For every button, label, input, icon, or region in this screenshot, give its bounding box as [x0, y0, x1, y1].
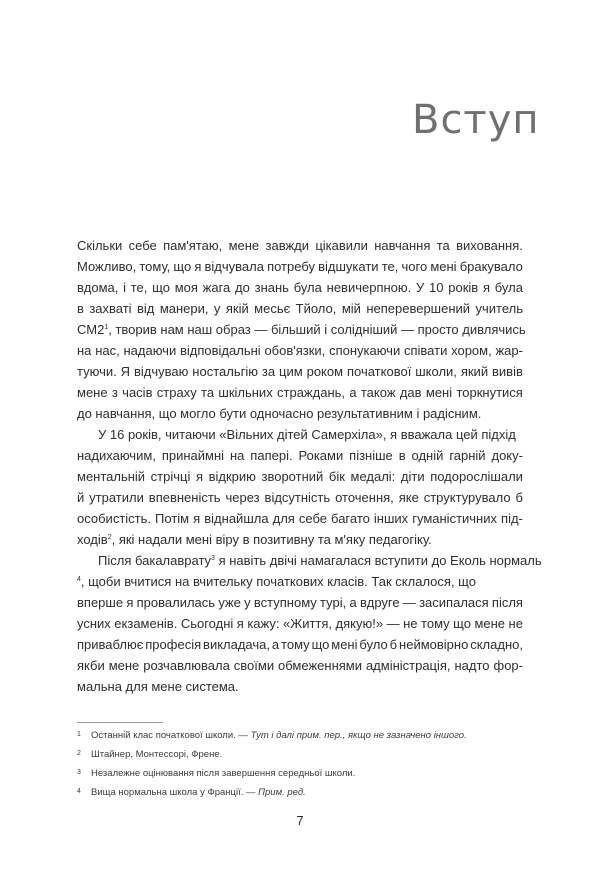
- word: що: [173, 259, 192, 274]
- word: під-: [501, 511, 523, 526]
- word: екзаменів.: [114, 616, 178, 631]
- word: для: [272, 511, 295, 526]
- footnote-italic: Прим. ред.: [258, 787, 306, 798]
- word: що: [311, 637, 330, 652]
- paragraph-1: [77, 235, 526, 424]
- word: що: [152, 280, 170, 295]
- word: вдома,: [77, 280, 119, 295]
- word: адміністрація,: [365, 658, 451, 673]
- footnote-ref: 1: [104, 324, 109, 331]
- text-run: СМ2: [77, 322, 105, 337]
- word: в: [77, 301, 84, 316]
- word: а: [271, 637, 280, 652]
- word: бракувало: [459, 259, 523, 274]
- text-line: [77, 634, 523, 655]
- word: через: [225, 490, 260, 505]
- word: й: [77, 490, 85, 505]
- footnote: [77, 764, 523, 783]
- word: а: [349, 595, 357, 610]
- footnote: [77, 783, 523, 802]
- word: Можливо,: [77, 259, 137, 274]
- word: спонукаючи: [329, 343, 401, 358]
- word: подорослішали: [430, 469, 523, 484]
- word: торкнутися: [456, 385, 523, 400]
- text-run: я навіть двічі намагалася вступити до Еколь нормаль: [214, 553, 542, 568]
- word: за: [261, 364, 276, 379]
- word: тому: [421, 616, 450, 631]
- word: мені: [425, 385, 453, 400]
- word: себе: [298, 511, 327, 526]
- text-line: [77, 529, 523, 550]
- word: завжди: [265, 238, 309, 253]
- word: У: [416, 280, 425, 295]
- word: себе: [128, 238, 157, 253]
- footnote-ref: 3: [211, 555, 215, 562]
- word: засипалася: [419, 595, 489, 610]
- word: співати: [403, 343, 448, 358]
- word: якій: [225, 301, 249, 316]
- word: діти: [400, 469, 425, 484]
- word: з: [111, 385, 118, 400]
- word: я: [236, 616, 244, 631]
- word: відкрию: [208, 469, 256, 484]
- text-line: [77, 550, 542, 571]
- word: обмеженнями: [278, 658, 362, 673]
- word: манери,: [159, 301, 209, 316]
- word: захваті: [89, 301, 132, 316]
- word: доку-: [491, 448, 523, 463]
- word: Скільки: [77, 238, 123, 253]
- word: тому: [281, 637, 310, 652]
- word: страждань,: [277, 385, 346, 400]
- text-line: мальна для мене система.: [77, 679, 239, 694]
- footnote-ref: 2: [107, 534, 112, 541]
- word: я: [482, 280, 490, 295]
- word: невичерпною.: [326, 280, 412, 295]
- word: мій: [341, 301, 361, 316]
- word: навчання: [374, 238, 431, 253]
- word: 10: [429, 280, 444, 295]
- text-line: [77, 508, 523, 529]
- footnote-divider: [77, 722, 163, 723]
- word: фор-: [493, 658, 523, 673]
- word: цікавили: [315, 238, 368, 253]
- footnote-number: 2: [77, 750, 81, 757]
- word: роком: [306, 364, 344, 379]
- word: жар-: [495, 343, 523, 358]
- word: відчуваю: [133, 364, 189, 379]
- word: не: [403, 616, 418, 631]
- text-run: Після бакалаврату: [98, 553, 212, 568]
- word: моя: [174, 280, 198, 295]
- word: вперше: [77, 595, 124, 610]
- text-run: , які надали мені віру в позитивну та м'яку педагогіку.: [111, 532, 432, 547]
- word: оточення,: [335, 490, 394, 505]
- word: Роками: [298, 448, 344, 463]
- word: якби: [77, 658, 105, 673]
- word: багато: [331, 511, 370, 526]
- word: медалі:: [350, 469, 396, 484]
- word: те,: [381, 259, 399, 274]
- word: дякую!»: [335, 616, 384, 631]
- footnote-text: Незалежне оцінювання після завершення середньої школи.: [91, 768, 356, 779]
- word: та: [436, 238, 450, 253]
- word: учитель: [475, 301, 523, 316]
- word: структурувало: [423, 490, 511, 505]
- word: утратили: [89, 490, 144, 505]
- text-line: [77, 571, 523, 592]
- word: мене: [228, 238, 260, 253]
- text-line: [77, 256, 523, 277]
- word: туючи.: [77, 364, 117, 379]
- word: на: [77, 343, 92, 358]
- word: «Життя,: [282, 616, 333, 631]
- word: а: [349, 385, 357, 400]
- word: особистість.: [77, 511, 151, 526]
- paragraph-3: [77, 550, 542, 697]
- word: у: [213, 301, 221, 316]
- word: надаючи: [123, 343, 177, 358]
- word: турі,: [320, 595, 347, 610]
- footnote-number: 3: [77, 769, 81, 776]
- text-line: [77, 361, 523, 382]
- word: Сьогодні: [180, 616, 234, 631]
- word: яке: [398, 490, 419, 505]
- word: жага: [202, 280, 231, 295]
- word: що: [453, 616, 471, 631]
- word: відшукати: [318, 259, 379, 274]
- word: надихаючим,: [77, 448, 156, 463]
- text-line: [77, 613, 523, 634]
- word: пізніше: [349, 448, 393, 463]
- word: неймовірно: [399, 637, 469, 652]
- word: і: [123, 280, 126, 295]
- word: початкової: [346, 364, 412, 379]
- word: було: [359, 637, 388, 652]
- word: впевненість: [148, 490, 221, 505]
- word: папері.: [250, 448, 293, 463]
- word: Я: [120, 364, 131, 379]
- word: неперевершений: [366, 301, 471, 316]
- text-line: [77, 298, 523, 319]
- word: ментальній: [77, 469, 146, 484]
- word: пам'ятаю,: [163, 238, 223, 253]
- word: на: [229, 448, 245, 463]
- text-line: [77, 487, 523, 508]
- word: складно,: [470, 637, 523, 652]
- word: вивів: [492, 364, 523, 379]
- word: відповідальні: [179, 343, 261, 358]
- word: виховання.: [456, 238, 523, 253]
- text-line: [77, 592, 523, 613]
- footnote-ref: 4: [77, 576, 81, 583]
- word: не: [508, 616, 523, 631]
- text-line: [77, 445, 523, 466]
- word: месьє: [254, 301, 291, 316]
- chapter-title: Вступ: [412, 97, 540, 143]
- word: часів: [122, 385, 153, 400]
- word: шкільних: [218, 385, 273, 400]
- footnotes: [77, 726, 523, 802]
- word: була: [494, 280, 523, 295]
- word: вступному: [253, 595, 317, 610]
- word: мене: [474, 616, 506, 631]
- text-run: , творив нам наш образ — більший і солідніший — просто дивлячись: [108, 322, 526, 337]
- word: мене: [108, 658, 140, 673]
- word: б: [389, 637, 398, 652]
- word: мені: [331, 637, 358, 652]
- word: надто: [454, 658, 490, 673]
- word: зворотний: [261, 469, 324, 484]
- word: також: [360, 385, 396, 400]
- word: була: [293, 280, 322, 295]
- word: потребу: [267, 259, 315, 274]
- text-line: [77, 319, 526, 340]
- word: мені: [430, 259, 457, 274]
- word: те,: [130, 280, 148, 295]
- text-line: до навчання, що могло бути одночасно результативним і радісним.: [77, 406, 482, 421]
- word: б: [515, 490, 523, 505]
- word: викладача,: [203, 637, 270, 652]
- word: страху: [156, 385, 197, 400]
- word: уже: [218, 595, 241, 610]
- word: інших: [373, 511, 409, 526]
- word: провалилась: [136, 595, 216, 610]
- word: своїми: [233, 658, 275, 673]
- word: я: [193, 511, 201, 526]
- footnote-text: Останній клас початкової школи. —: [91, 730, 251, 741]
- word: приваблює: [77, 637, 144, 652]
- word: —: [386, 616, 400, 631]
- page-number: 7: [296, 813, 304, 828]
- text-line: [77, 277, 523, 298]
- word: після: [491, 595, 523, 610]
- footnote-text: Штайнер, Монтессорі, Френе.: [91, 749, 223, 760]
- word: у: [244, 595, 251, 610]
- text-line: [77, 382, 523, 403]
- word: Потім: [155, 511, 190, 526]
- word: принаймні: [161, 448, 225, 463]
- word: від: [137, 301, 155, 316]
- word: стрічці: [150, 469, 191, 484]
- word: мене: [77, 385, 108, 400]
- word: тому,: [139, 259, 171, 274]
- word: обов'язки,: [264, 343, 326, 358]
- word: знань: [254, 280, 289, 295]
- word: школи,: [415, 364, 457, 379]
- word: вдруге: [359, 595, 400, 610]
- word: відсутність: [264, 490, 331, 505]
- word: нас,: [95, 343, 120, 358]
- text-line: [77, 466, 523, 487]
- word: віднайшла: [204, 511, 269, 526]
- word: гарній: [449, 448, 486, 463]
- word: чого: [401, 259, 428, 274]
- word: гуманістичних: [412, 511, 497, 526]
- word: до: [235, 280, 250, 295]
- word: ностальгію: [192, 364, 258, 379]
- word: розчавлювала: [143, 658, 230, 673]
- word: бік: [328, 469, 345, 484]
- word: Тйоло,: [295, 301, 337, 316]
- word: я: [194, 259, 202, 274]
- word: хором,: [451, 343, 492, 358]
- footnote-number: 1: [77, 731, 81, 738]
- text-run: , щоби вчитися на вчительку початкових класів. Так склалося, що: [80, 574, 476, 589]
- body-text: [77, 235, 542, 697]
- word: відчувала: [204, 259, 264, 274]
- footnote: [77, 745, 523, 764]
- text-line: [77, 655, 523, 676]
- word: років: [448, 280, 479, 295]
- text-line: У 16 років, читаючи «Вільних дітей Самерхіла», я вважала цей підхід: [98, 427, 516, 442]
- paragraph-2: [77, 424, 523, 550]
- word: —: [402, 595, 416, 610]
- word: дав: [399, 385, 422, 400]
- footnote-italic: Тут і далі прим. пер., якщо не зазначено іншого.: [250, 730, 467, 741]
- text-line: [77, 235, 523, 256]
- word: кажу:: [247, 616, 280, 631]
- text-run: ходів: [77, 532, 108, 547]
- word: професія: [145, 637, 202, 652]
- text-line: [77, 340, 523, 361]
- word: усних: [77, 616, 111, 631]
- word: який: [460, 364, 489, 379]
- word: я: [126, 595, 134, 610]
- footnote-number: 4: [77, 788, 81, 795]
- word: я: [195, 469, 203, 484]
- word: одній: [411, 448, 444, 463]
- footnote: [77, 726, 523, 745]
- footnote-text: Вища нормальна школа у Франції. —: [91, 787, 259, 798]
- word: та: [201, 385, 215, 400]
- word: в: [398, 448, 406, 463]
- word: цим: [279, 364, 303, 379]
